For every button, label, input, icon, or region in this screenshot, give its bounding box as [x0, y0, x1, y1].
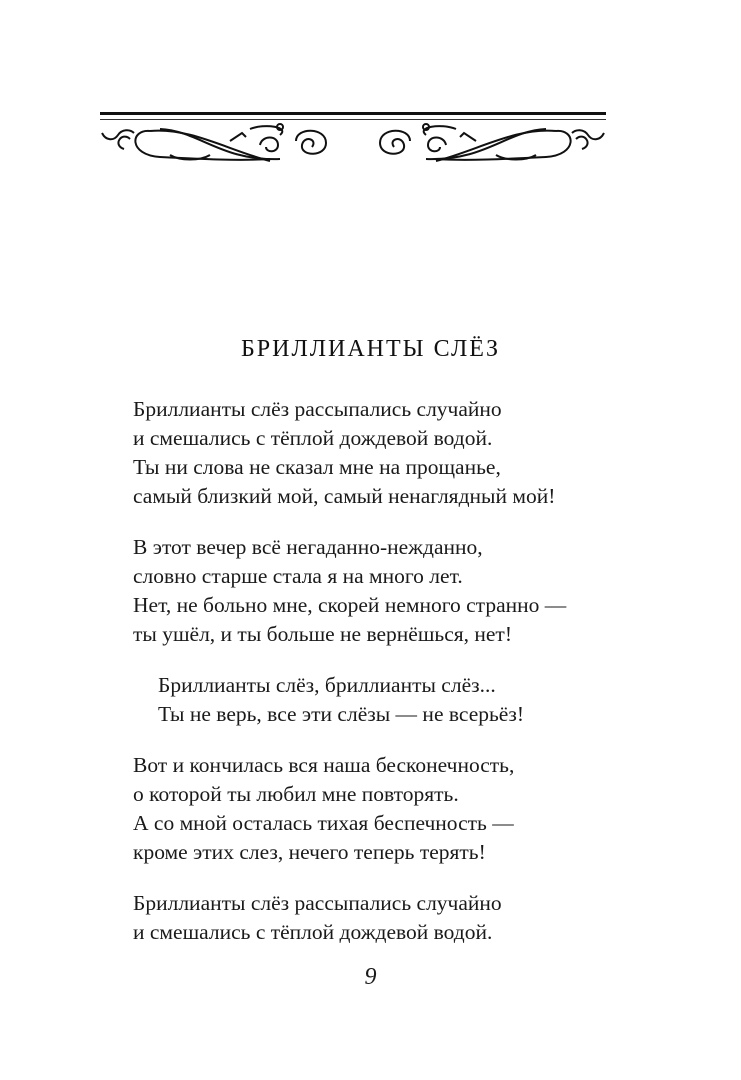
- page-number: 9: [364, 964, 377, 990]
- poem-line: Вот и кончилась вся наша бесконечность,: [133, 753, 515, 777]
- poem-line: самый близкий мой, самый ненаглядный мой!: [133, 484, 556, 508]
- poem-line: кроме этих слез, нечего теперь терять!: [133, 840, 486, 864]
- poem-line: Бриллианты слёз рассыпались случайно: [133, 397, 502, 421]
- poem-line: ты ушёл, и ты больше не вернёшься, нет!: [133, 622, 512, 646]
- poem-line: и смешались с тёплой дождевой водой.: [133, 426, 493, 450]
- poem-body: [133, 395, 566, 969]
- poem-line: о которой ты любил мне повторять.: [133, 782, 459, 806]
- poem-line: и смешались с тёплой дождевой водой.: [133, 920, 493, 944]
- poem-line: Ты не верь, все эти слёзы — не всерьёз!: [158, 702, 524, 726]
- header-rule-thick: [100, 112, 606, 115]
- poem-line: Нет, не больно мне, скорей немного странно —: [133, 593, 567, 617]
- poem-line: В этот вечер всё негаданно-нежданно,: [133, 535, 483, 559]
- header-rule-thin: [100, 119, 606, 120]
- stanza-4: [133, 751, 566, 867]
- poem-line: словно старше стала я на много лет.: [133, 564, 463, 588]
- refrain: [133, 671, 566, 729]
- poem-line: Ты ни слова не сказал мне на прощанье,: [133, 455, 501, 479]
- poem-line: Бриллианты слёз рассыпались случайно: [133, 891, 502, 915]
- poem-title: БРИЛЛИАНТЫ СЛЁЗ: [241, 336, 500, 362]
- stanza-5: [133, 889, 566, 947]
- poem-line: Бриллианты слёз, бриллианты слёз...: [158, 673, 496, 697]
- stanza-1: [133, 395, 566, 511]
- stanza-2: [133, 533, 566, 649]
- flourish-ornament-icon: [100, 121, 606, 165]
- poem-line: А со мной осталась тихая беспечность —: [133, 811, 514, 835]
